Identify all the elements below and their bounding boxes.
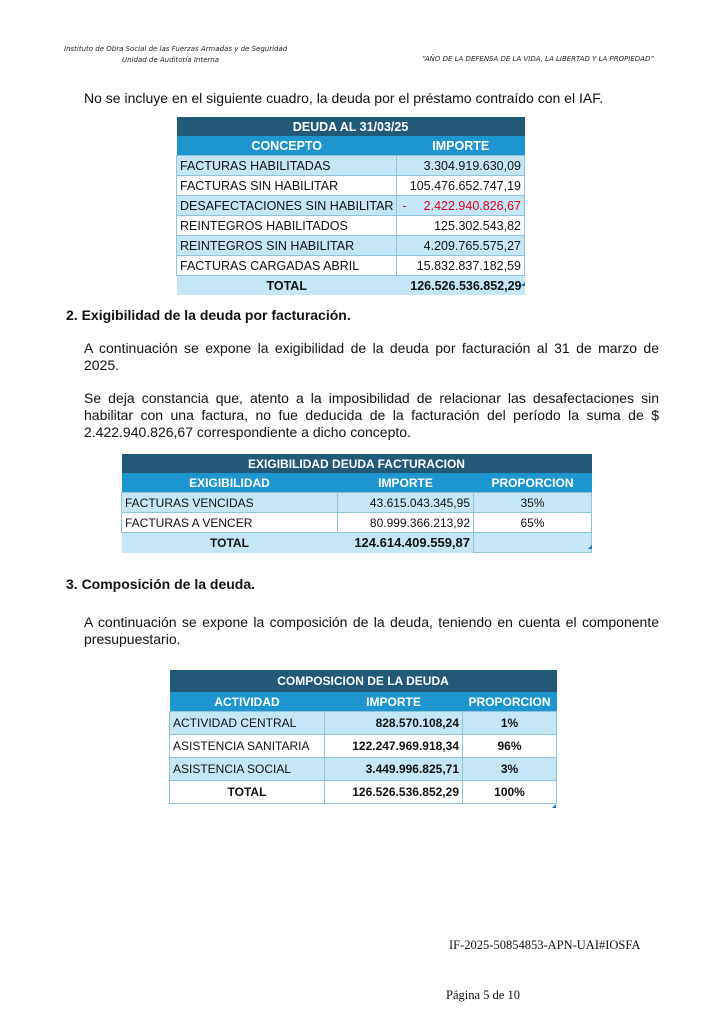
total-value: 126.526.536.852,29 [397,276,525,296]
composition-table [169,670,557,804]
composition-table-title: COMPOSICION DE LA DEUDA [170,670,557,692]
institution-name: Instituto de Obra Social de las Fuerzas Armadas y de Seguridad [64,45,288,53]
year-motto: “AÑO DE LA DEFENSA DE LA VIDA, LA LIBERTAD Y LA PROPIEDAD” [422,55,654,63]
unit-name: Unidad de Auditoría Interna [122,56,220,64]
actividad-cell: ACTIVIDAD CENTRAL [170,712,325,735]
col-exigibilidad-header: EXIGIBILIDAD [122,473,338,493]
section-3-heading: 3. Composición de la deuda. [66,576,256,592]
proporcion-cell: 1% [463,712,557,735]
total-proporcion [474,533,592,553]
table-row [170,735,557,758]
col-proporcion-header: PROPORCION [474,473,592,493]
table-row [122,493,592,513]
importe-cell: 105.476.652.747,19 [397,176,525,196]
importe-cell-negative [397,196,525,216]
importe-cell: 828.570.108,24 [325,712,463,735]
page-number: Página 5 de 10 [446,988,520,1002]
total-value: 126.526.536.852,29 [325,781,463,804]
section-2-paragraph-1: A continuación se expone la exigibilidad de la deuda por facturación al 31 de marzo de 2025. [84,340,659,373]
section-2-heading: 2. Exigibilidad de la deuda por facturación. [66,307,351,323]
exigibility-table [121,454,592,553]
section-3-paragraph-1: A continuación se expone la composición de la deuda, teniendo en cuenta el componente presupuestario. [84,614,659,647]
total-proporcion: 100% [463,781,557,804]
exigibilidad-cell: FACTURAS VENCIDAS [122,493,338,513]
table-resize-handle-icon [552,804,556,808]
total-label: TOTAL [122,533,338,553]
col-importe-header: IMPORTE [325,692,463,712]
exigibility-table-title: EXIGIBILIDAD DEUDA FACTURACION [122,454,592,473]
actividad-cell: ASISTENCIA SANITARIA [170,735,325,758]
table-row [177,216,525,236]
importe-cell: 122.247.969.918,34 [325,735,463,758]
proporcion-cell: 65% [474,513,592,533]
total-label: TOTAL [170,781,325,804]
debt-table-title: DEUDA AL 31/03/25 [177,117,525,136]
table-row [177,236,525,256]
concepto-cell: FACTURAS HABILITADAS [177,156,397,176]
concepto-cell: REINTEGROS SIN HABILITAR [177,236,397,256]
col-importe-header: IMPORTE [338,473,474,493]
table-row [177,196,525,216]
intro-paragraph: No se incluye en el siguiente cuadro, la deuda por el préstamo contraído con el IAF. [84,90,604,106]
importe-cell: 15.832.837.182,59 [397,256,525,276]
total-row [170,781,557,804]
total-value: 124.614.409.559,87 [338,533,474,553]
importe-cell: 3.449.996.825,71 [325,758,463,781]
col-actividad-header: ACTIVIDAD [170,692,325,712]
proporcion-cell: 3% [463,758,557,781]
exigibilidad-cell: FACTURAS A VENCER [122,513,338,533]
table-resize-handle-icon [521,282,525,286]
col-proporcion-header: PROPORCION [463,692,557,712]
negative-sign: - [402,198,407,213]
concepto-cell: FACTURAS SIN HABILITAR [177,176,397,196]
document-header [64,44,287,66]
table-row [170,758,557,781]
col-concepto-header: CONCEPTO [177,136,397,156]
importe-cell: 80.999.366.213,92 [338,513,474,533]
table-row [177,256,525,276]
concepto-cell: REINTEGROS HABILITADOS [177,216,397,236]
col-importe-header: IMPORTE [397,136,525,156]
importe-cell: 43.615.043.345,95 [338,493,474,513]
total-row [177,276,525,296]
table-row [170,712,557,735]
section-2-paragraph-2: Se deja constancia que, atento a la imposibilidad de relacionar las desafectaciones sin habilitar con una factura, no fue deducida de la facturación del período la suma de $ 2.422.940.826,67 correspondiente a dicho concepto. [84,390,659,440]
document-id: IF-2025-50854853-APN-UAI#IOSFA [449,938,641,952]
total-row [122,533,592,553]
total-label: TOTAL [177,276,397,296]
table-resize-handle-icon [588,545,592,549]
proporcion-cell: 35% [474,493,592,513]
importe-cell: 3.304.919.630,09 [397,156,525,176]
importe-cell: 125.302.543,82 [397,216,525,236]
table-row [177,176,525,196]
concepto-cell: DESAFECTACIONES SIN HABILITAR [177,196,397,216]
debt-table [176,117,525,295]
concepto-cell: FACTURAS CARGADAS ABRIL [177,256,397,276]
actividad-cell: ASISTENCIA SOCIAL [170,758,325,781]
importe-cell: 4.209.765.575,27 [397,236,525,256]
table-row [122,513,592,533]
proporcion-cell: 96% [463,735,557,758]
table-row [177,156,525,176]
negative-amount: 2.422.940.826,67 [423,198,521,213]
